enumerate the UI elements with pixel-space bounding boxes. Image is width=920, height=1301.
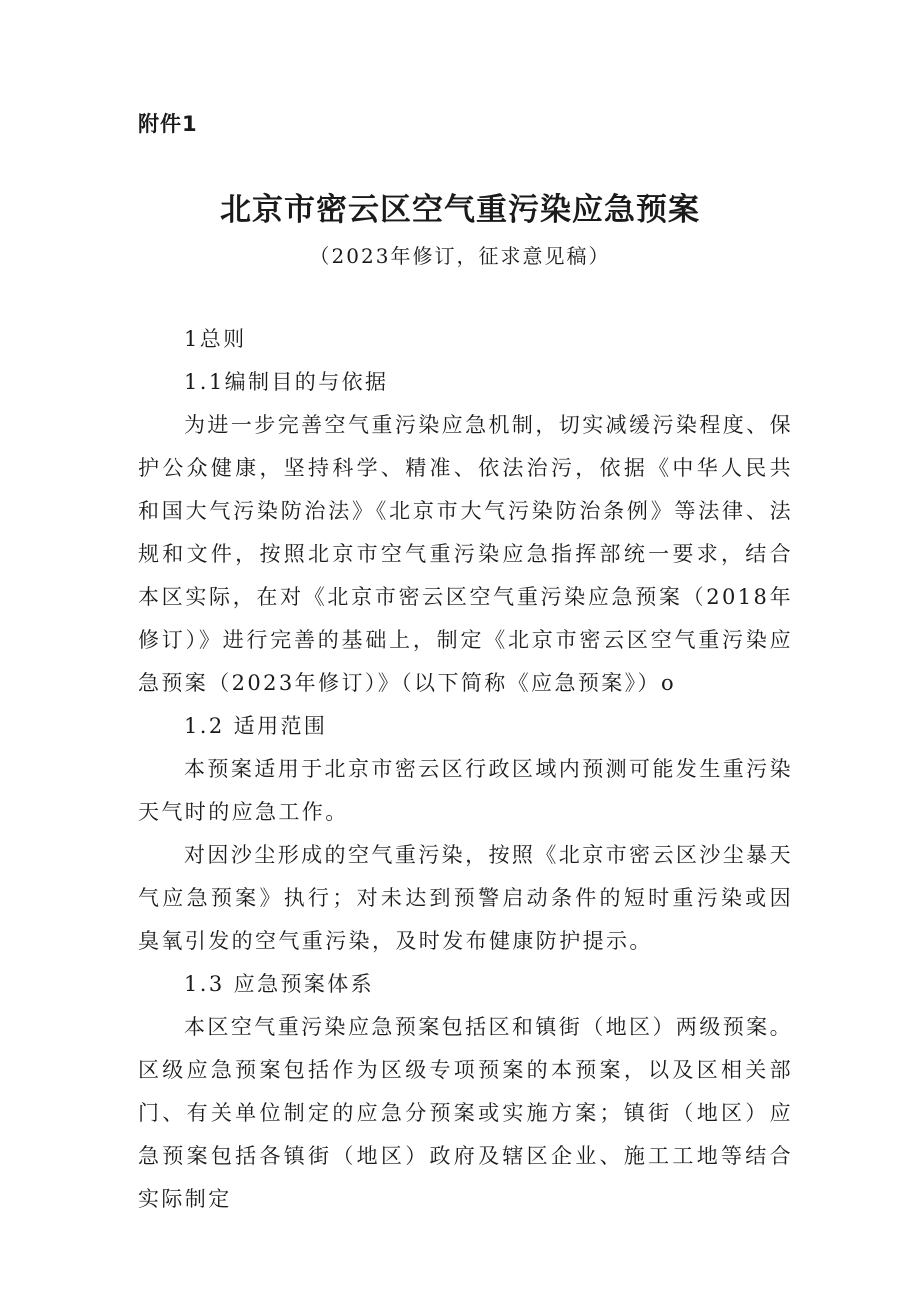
paragraph-purpose: 为进一步完善空气重污染应急机制，切实减缓污染程度、保护公众健康，坚持科学、精准、依法治污，依据《中华人民共和国大气污染防治法》《北京市大气污染防治条例》等法律、法规和文件，按照北京市空气重污染应急指挥部统一要求，结合本区实际，在对《北京市密云区空气重污染应急预案（2018年修订）》进行完善的基础上，制定《北京市密云区空气重污染应急预案（2023年修订）》（以下简称《应急预案》）o xyxy=(138,413,793,695)
paragraph-plan-system: 本区空气重污染应急预案包括区和镇街（地区）两级预案。区级应急预案包括作为区级专项预案的本预案，以及区相关部门、有关单位制定的应急分预案或实施方案；镇街（地区）应急预案包括各镇街（地区）政府及辖区企业、施工工地等结合实际制定 xyxy=(138,1015,793,1211)
document-subtitle: （2023年修订，征求意见稿） xyxy=(309,244,611,268)
paragraph-scope-2: 对因沙尘形成的空气重污染，按照《北京市密云区沙尘暴天气应急预案》执行；对未达到预警启动条件的短时重污染或因臭氧引发的空气重污染，及时发布健康防护提示。 xyxy=(138,843,793,953)
section-heading-purpose: 1.1编制目的与依据 xyxy=(184,370,389,394)
document-body xyxy=(138,318,793,1221)
section-heading-scope: 1.2 适用范围 xyxy=(184,714,328,738)
paragraph-scope-1: 本预案适用于北京市密云区行政区域内预测可能发生重污染天气时的应急工作。 xyxy=(138,757,793,824)
section-heading-plan-system: 1.3 应急预案体系 xyxy=(184,972,375,996)
section-heading-general: 1总则 xyxy=(184,327,247,351)
attachment-label: 附件1 xyxy=(138,112,198,136)
document-title: 北京市密云区空气重污染应急预案 xyxy=(220,192,700,228)
